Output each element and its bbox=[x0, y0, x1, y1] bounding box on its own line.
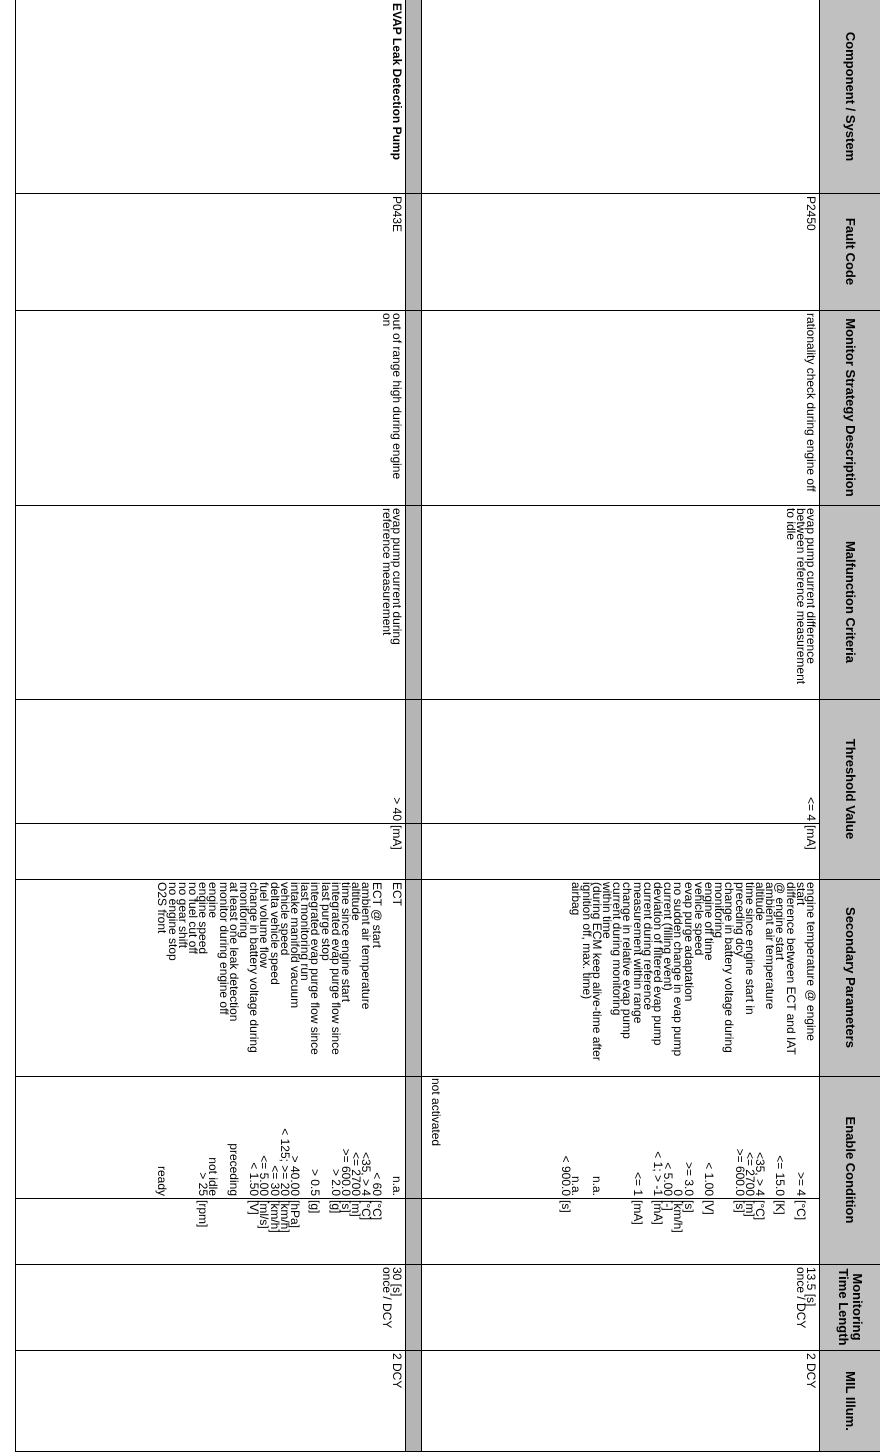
header-strategy: Monitor Strategy Description bbox=[843, 318, 858, 497]
table-header bbox=[819, 0, 880, 1452]
row2-threshold-value: > 40 bbox=[390, 797, 404, 821]
row2-time-length: 30 [s] once / DCY bbox=[379, 1267, 404, 1329]
row1-threshold-value: <= 4 bbox=[804, 796, 818, 821]
row2-fault-code: P043E bbox=[390, 196, 404, 233]
col-line bbox=[15, 823, 820, 824]
header-secondary: Secondary Parameters bbox=[843, 907, 858, 1048]
row-line bbox=[421, 0, 422, 1452]
row2-secondary: ECT ECT @ start ambient air temperature altitude time since engine start integrated evap purge flow since last purge stop integrated evap purge flow since last monitoring run intake manifold vacuum vehicle speed delta vehicle speed fuel volume flow change in battery voltage during monitoring at least one leak detection monitor during engine off engine engine speed no fuel cut off no gear shift no engine stop O2S front bbox=[155, 882, 404, 1055]
row1-enable-value: >= 4 <= 15.0 <35, > 4 <= 2700 >= 600.0 < 1.00 >= 3.0 0 < 5.00 < 1; > -1 <= 1 n.a. n.a. < 900.0 bbox=[559, 1148, 808, 1196]
row1-mil: 2 DCY bbox=[804, 1353, 818, 1389]
header-time-length: Monitoring Time Length bbox=[836, 1268, 865, 1346]
header-criteria: Malfunction Criteria bbox=[843, 540, 858, 664]
col-line bbox=[15, 193, 880, 194]
row1-strategy: rationality check during engine off bbox=[804, 313, 818, 492]
col-line bbox=[15, 1076, 880, 1077]
row-line bbox=[405, 0, 406, 1452]
header-mil: MIL Illum. bbox=[843, 1371, 858, 1431]
row1-secondary: engine temperature @ engine start difference between ECT and IAT @ engine start ambient air temperature altitude time since engine start in preceding dcy change in battery voltage during monitoring engine off time vehicle speed evap purge adaptation no sudden change in evap pump current (filling event) deviation of filtered evap pump current during reference measurement within range change in relative evap pump current during monitoring within time (during ECM keep alive-time after ignition off, max. time) airbag bbox=[569, 882, 818, 1061]
col-line bbox=[15, 505, 880, 506]
col-line bbox=[15, 1350, 880, 1351]
row1-fault-code: P2450 bbox=[804, 196, 818, 231]
row1-threshold-unit: [mA] bbox=[804, 825, 818, 850]
row2-mil: 2 DCY bbox=[390, 1353, 404, 1389]
row1-criteria: evap pump current difference between reference measurement to idle bbox=[783, 508, 818, 685]
col-line bbox=[15, 1264, 880, 1265]
col-line bbox=[15, 879, 880, 880]
table-bottom-line bbox=[15, 0, 16, 1452]
row2-component: EVAP Leak Detection Pump bbox=[390, 3, 404, 160]
row-separator bbox=[406, 0, 422, 1452]
row2-criteria: evap pump current during reference measurement bbox=[379, 508, 404, 645]
col-line bbox=[15, 1198, 820, 1199]
header-threshold: Threshold Value bbox=[843, 738, 858, 840]
row1-enable-extra: not activated bbox=[429, 1078, 443, 1147]
header-fault-code: Fault Code bbox=[843, 217, 858, 286]
row1-time-length: 13.5 [s] once / DCY bbox=[793, 1267, 818, 1329]
row2-strategy: out of range high during engine on bbox=[379, 313, 404, 480]
col-line bbox=[15, 310, 880, 311]
row2-enable-unit: [°C] [°C] [m] [s] [g] [g] [hPa] [km/h] [km/h] [ml/s] [V] [rpm] bbox=[196, 1200, 384, 1233]
row2-threshold-unit: [mA] bbox=[390, 825, 404, 850]
row1-enable-unit: [°C] [K] [°C] [m] [s] [V] [s] [km/h] [-] [mA] [mA] [s] bbox=[559, 1200, 808, 1233]
header-enable: Enable Condition bbox=[843, 1116, 858, 1224]
col-line bbox=[15, 699, 880, 700]
header-component: Component / System bbox=[843, 31, 858, 162]
row2-enable-value: n.a. < 60 <35, > 4 <= 2700 >= 600.0 > 2.0 > 0.5 > 40.00 < 125; >= 20 <= 30 <= 5.00 < 1.50 preceding not idle > 25 ready bbox=[155, 1128, 404, 1196]
